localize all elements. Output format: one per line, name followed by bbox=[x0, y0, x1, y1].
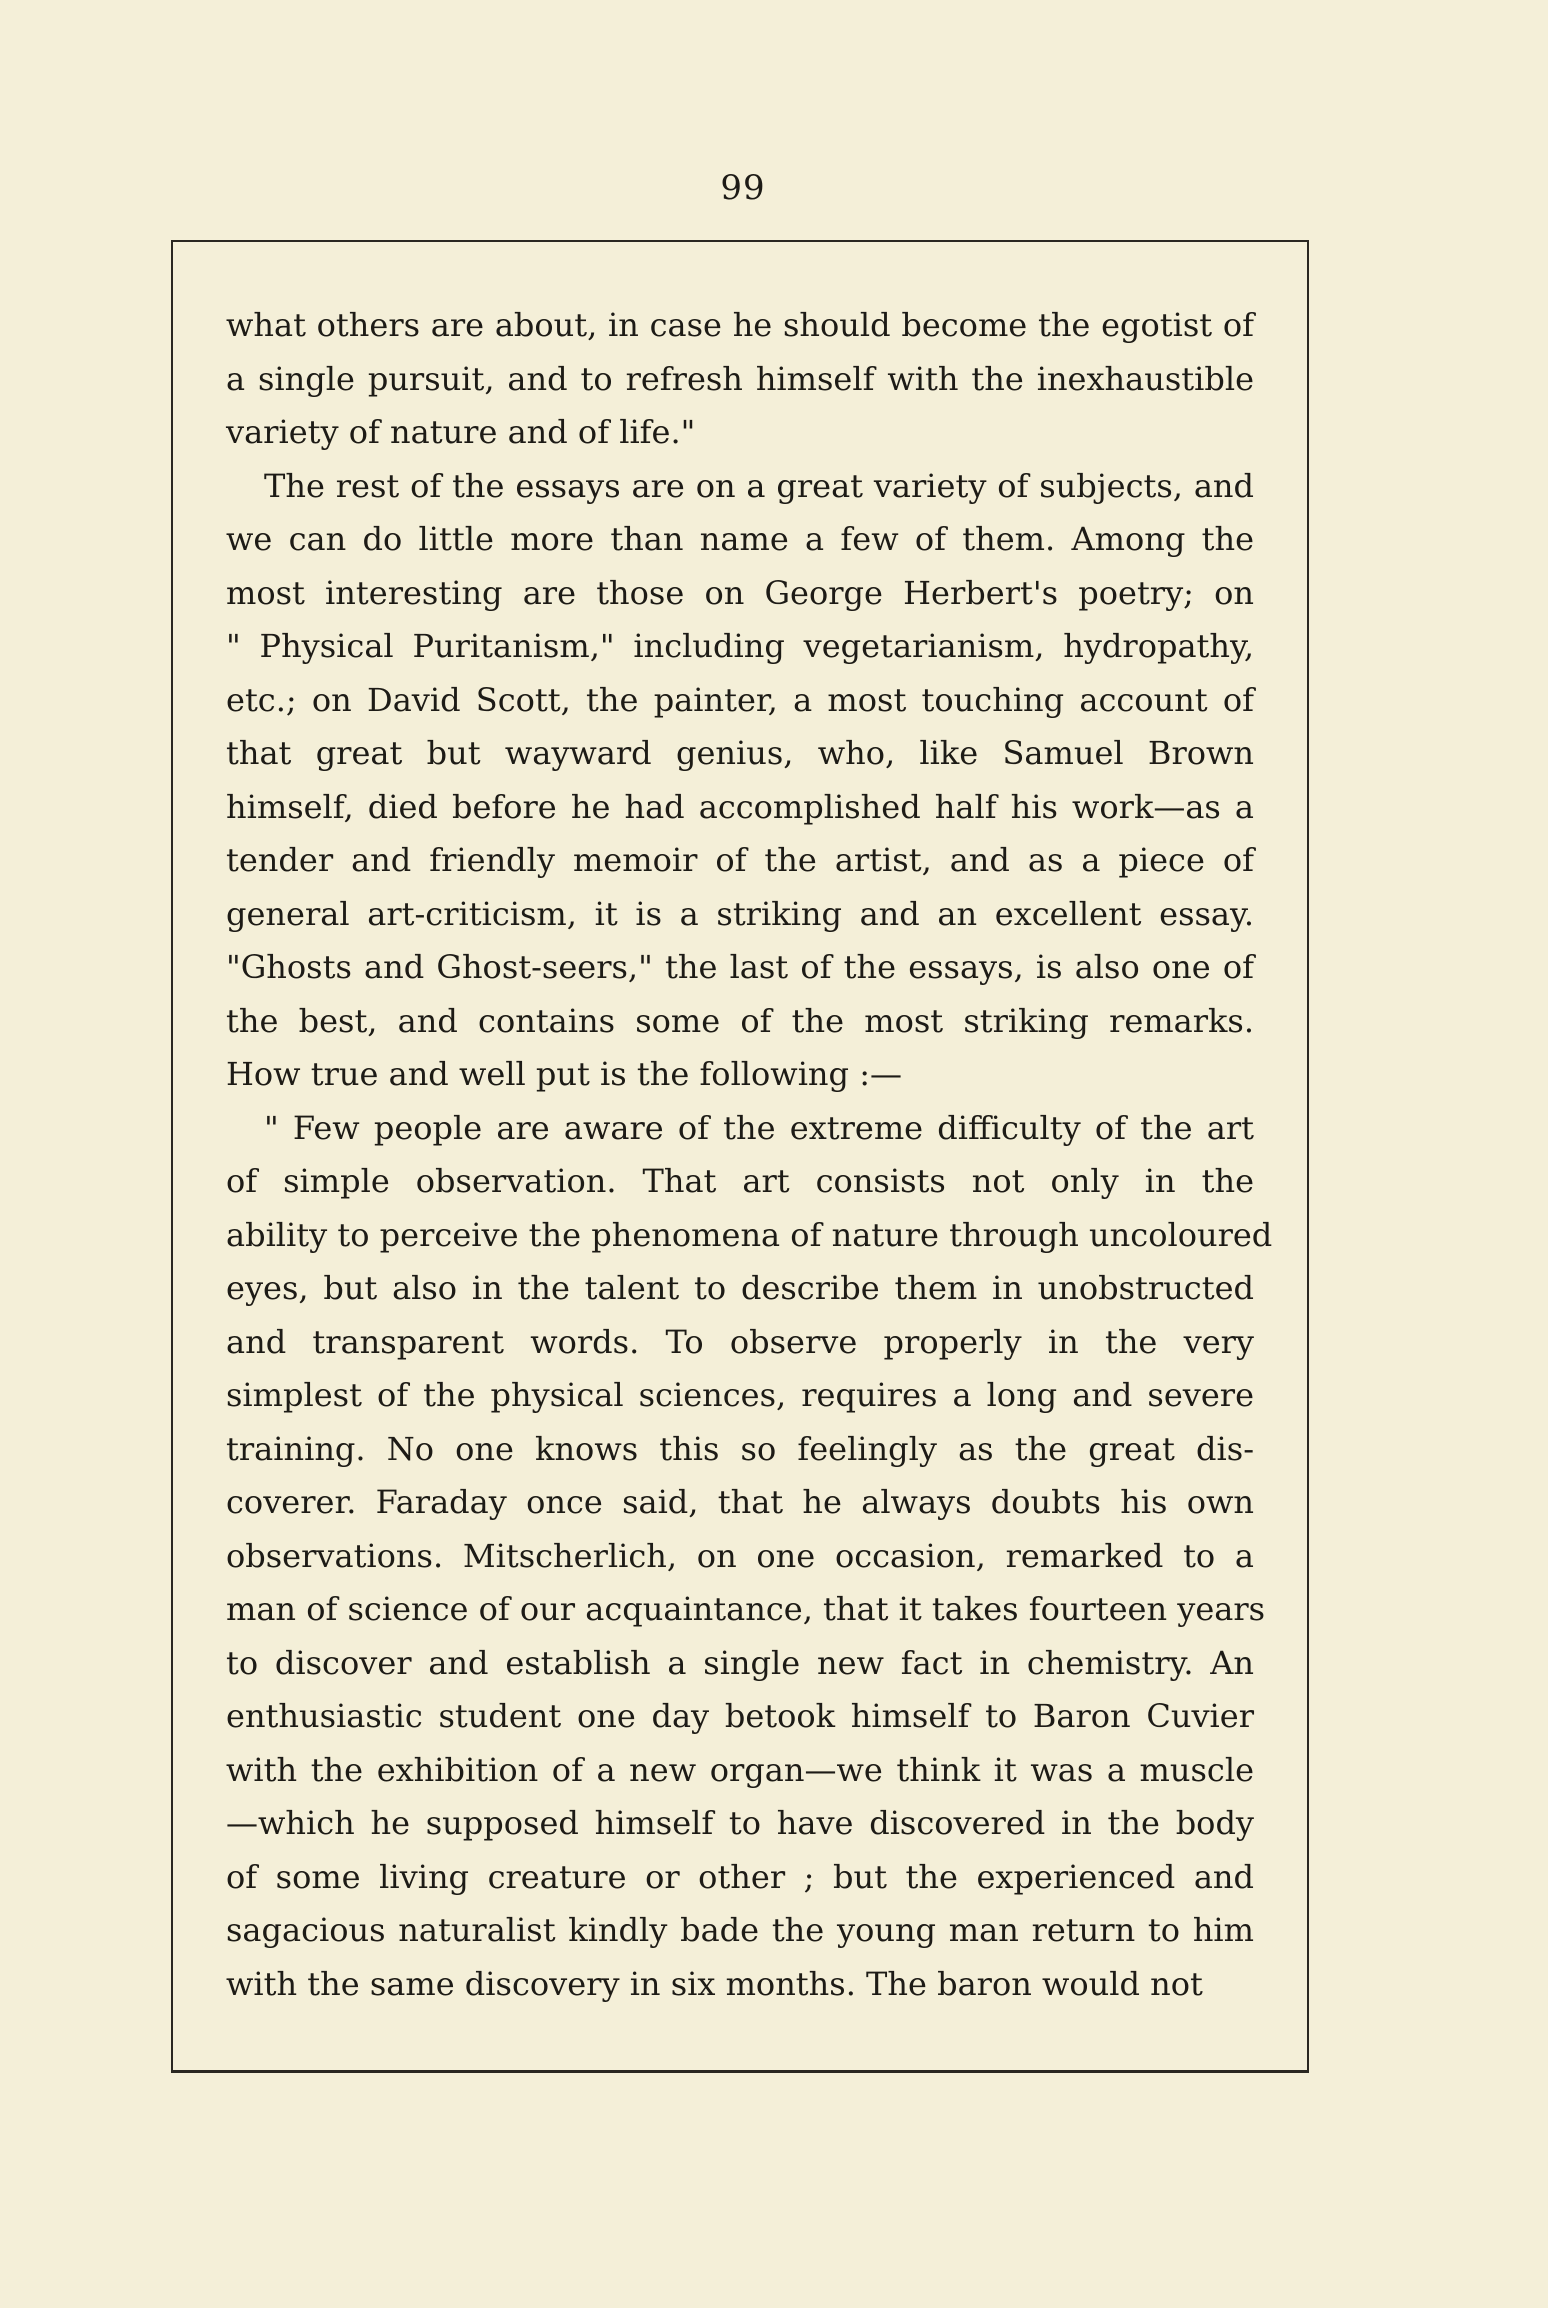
text-line: tender and friendly memoir of the artist, and as a piece of bbox=[226, 841, 1254, 879]
text-line: " Physical Puritanism," including vegetarianism, hydropathy, bbox=[226, 627, 1254, 665]
text-line: to discover and establish a single new fact in chemistry. An bbox=[226, 1643, 1254, 1682]
text-line: observations. Mitscherlich, on one occasion, remarked to a bbox=[226, 1536, 1254, 1575]
page-number: 99 bbox=[720, 168, 766, 208]
text-line: How true and well put is the following :— bbox=[226, 1055, 902, 1093]
text-line: of simple observation. That art consists not only in the bbox=[226, 1162, 1254, 1200]
text-line: The rest of the essays are on a great variety of subjects, and bbox=[264, 466, 1254, 505]
text-line: man of science of our acquaintance, that it takes fourteen years bbox=[226, 1590, 1266, 1628]
text-line: —which he supposed himself to have discovered in the body bbox=[226, 1804, 1254, 1842]
text-line: we can do little more than name a few of them. Among the bbox=[226, 520, 1254, 558]
text-line: with the same discovery in six months. The baron would not bbox=[226, 1964, 1203, 2003]
body-text bbox=[226, 299, 1273, 2011]
text-line: of some living creature or other ; but the experienced and bbox=[226, 1857, 1254, 1896]
text-line: most interesting are those on George Herbert's poetry; on bbox=[226, 573, 1254, 612]
text-line: "Ghosts and Ghost-seers," the last of the essays, is also one of bbox=[226, 948, 1254, 986]
text-line: ability to perceive the phenomena of nature through uncoloured bbox=[226, 1215, 1273, 1254]
text-line: the best, and contains some of the most striking remarks. bbox=[226, 1001, 1254, 1040]
text-line: " Few people are aware of the extreme difficulty of the art bbox=[264, 1108, 1254, 1147]
text-line: himself, died before he had accomplished half his work—as a bbox=[226, 787, 1254, 826]
text-line: training. No one knows this so feelingly as the great dis- bbox=[226, 1429, 1254, 1468]
text-line: eyes, but also in the talent to describe them in unobstructed bbox=[226, 1269, 1254, 1307]
text-line: coverer. Faraday once said, that he always doubts his own bbox=[226, 1483, 1254, 1521]
text-line: variety of nature and of life." bbox=[226, 413, 696, 451]
text-line: general art-criticism, it is a striking and an excellent essay. bbox=[226, 894, 1254, 933]
text-line: with the exhibition of a new organ—we think it was a muscle bbox=[226, 1750, 1254, 1789]
text-line: what others are about, in case he should become the egotist of bbox=[226, 306, 1254, 344]
text-line: etc.; on David Scott, the painter, a most touching account of bbox=[226, 680, 1254, 719]
text-line: a single pursuit, and to refresh himself with the inexhaustible bbox=[226, 359, 1254, 398]
text-line: enthusiastic student one day betook himself to Baron Cuvier bbox=[226, 1697, 1254, 1735]
text-line: that great but wayward genius, who, like Samuel Brown bbox=[226, 734, 1254, 772]
text-line: and transparent words. To observe properly in the very bbox=[226, 1322, 1254, 1361]
text-line: simplest of the physical sciences, requires a long and severe bbox=[226, 1376, 1254, 1414]
text-line: sagacious naturalist kindly bade the young man return to him bbox=[226, 1911, 1254, 1949]
